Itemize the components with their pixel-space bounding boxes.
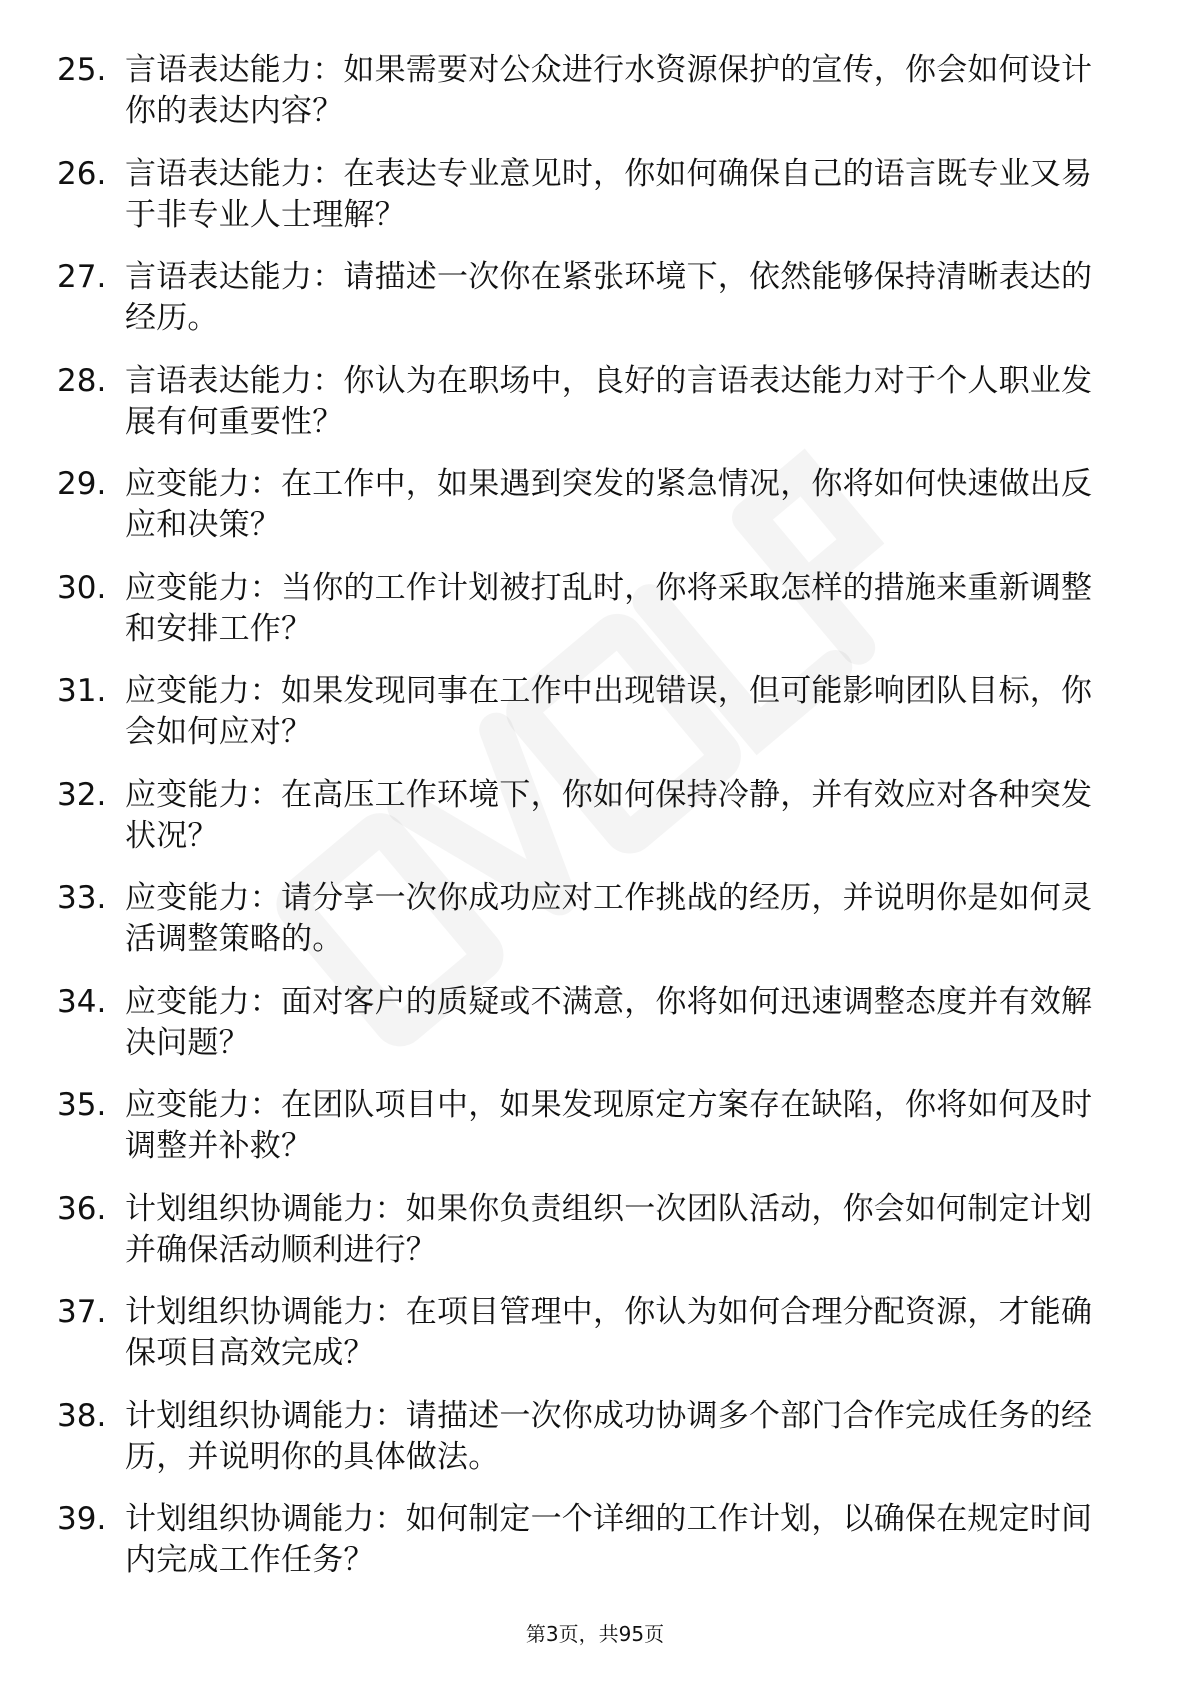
question-text: 言语表达能力：请描述一次你在紧张环境下，依然能够保持清晰表达的经历。: [125, 259, 1093, 336]
question-text: 计划组织协调能力：在项目管理中，你认为如何合理分配资源，才能确保项目高效完成？: [125, 1294, 1093, 1371]
question-number: 36.: [57, 1190, 107, 1227]
question-text: 言语表达能力：在表达专业意见时，你如何确保自己的语言既专业又易于非专业人士理解？: [125, 155, 1093, 233]
question-number: 38.: [57, 1397, 107, 1434]
question-text: 应变能力：请分享一次你成功应对工作挑战的经历，并说明你是如何灵活调整策略的。: [125, 880, 1093, 957]
question-number: 34.: [57, 983, 107, 1020]
question-number: 32.: [57, 776, 107, 813]
question-text: 应变能力：当你的工作计划被打乱时，你将采取怎样的措施来重新调整和安排工作？: [125, 569, 1093, 647]
list-item: [57, 568, 1117, 672]
list-item: [57, 878, 1117, 982]
list-item: [57, 1085, 1117, 1189]
question-list: [57, 50, 1117, 1603]
question-number: 35.: [57, 1087, 107, 1123]
question-text: 应变能力：面对客户的质疑或不满意，你将如何迅速调整态度并有效解决问题？: [125, 983, 1093, 1061]
list-item: [57, 671, 1117, 775]
question-number: 30.: [57, 569, 107, 606]
question-text: 言语表达能力：你认为在职场中，良好的言语表达能力对于个人职业发展有何重要性？: [125, 362, 1093, 440]
question-text: 应变能力：在高压工作环境下，你如何保持冷静，并有效应对各种突发状况？: [125, 776, 1093, 854]
question-text: 计划组织协调能力：如果你负责组织一次团队活动，你会如何制定计划并确保活动顺利进行？: [125, 1190, 1093, 1268]
list-item: [57, 982, 1117, 1086]
list-item: [57, 464, 1117, 568]
list-item: [57, 50, 1117, 154]
question-text: 言语表达能力：如果需要对公众进行水资源保护的宣传，你会如何设计你的表达内容？: [125, 52, 1093, 129]
question-number: 31.: [57, 673, 107, 709]
list-item: [57, 1189, 1117, 1293]
list-item: [57, 775, 1117, 879]
list-item: [57, 1499, 1117, 1603]
question-text: 计划组织协调能力：请描述一次你成功协调多个部门合作完成任务的经历，并说明你的具体做法。: [125, 1397, 1093, 1475]
list-item: [57, 154, 1117, 258]
question-text: 应变能力：如果发现同事在工作中出现错误，但可能影响团队目标，你会如何应对？: [125, 673, 1093, 750]
question-number: 39.: [57, 1501, 107, 1537]
question-text: 应变能力：在工作中，如果遇到突发的紧急情况，你将如何快速做出反应和决策？: [125, 466, 1093, 543]
list-item: [57, 361, 1117, 465]
question-text: 应变能力：在团队项目中，如果发现原定方案存在缺陷，你将如何及时调整并补救？: [125, 1087, 1093, 1164]
question-number: 33.: [57, 880, 107, 916]
list-item: [57, 1292, 1117, 1396]
question-number: 29.: [57, 466, 107, 502]
list-item: [57, 1396, 1117, 1500]
list-item: [57, 257, 1117, 361]
question-number: 27.: [57, 259, 107, 295]
question-number: 28.: [57, 362, 107, 399]
page-number-footer: 第3页，共95页: [525, 1622, 665, 1646]
question-number: 25.: [57, 52, 107, 88]
question-number: 37.: [57, 1294, 107, 1330]
question-text: 计划组织协调能力：如何制定一个详细的工作计划，以确保在规定时间内完成工作任务？: [125, 1501, 1093, 1578]
question-number: 26.: [57, 155, 107, 192]
